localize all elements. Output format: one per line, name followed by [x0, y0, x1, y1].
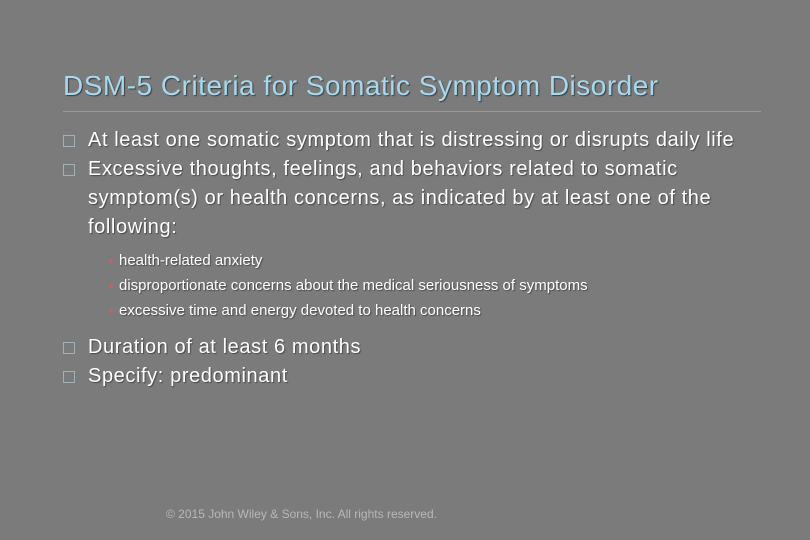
checkbox-icon [63, 371, 75, 383]
dot-icon [109, 259, 113, 263]
bullet-text-1: At least one somatic symptom that is distressing or disrupts daily life [88, 129, 735, 151]
sub-bullet-item-1 [109, 248, 753, 273]
sub-bullet-item-3 [109, 298, 753, 323]
checkbox-icon [63, 164, 75, 176]
bullet-text-4: Specify: predominant [88, 365, 288, 387]
dot-icon [109, 284, 113, 288]
copyright-footer: © 2015 John Wiley & Sons, Inc. All rights reserved. [166, 507, 437, 521]
slide-title: DSM-5 Criteria for Somatic Symptom Disorder [63, 70, 659, 101]
bullet-item-3 [63, 333, 753, 362]
title-divider [63, 111, 761, 112]
bullet-item-1 [63, 126, 753, 155]
sub-bullet-text-2: disproportionate concerns about the medical seriousness of symptoms [119, 277, 588, 294]
bullet-text-2: Excessive thoughts, feelings, and behaviors related to somatic symptom(s) or health concerns, as indicated by at least one of the following: [88, 158, 712, 238]
bullet-item-4 [63, 362, 753, 391]
sub-bullet-text-3: excessive time and energy devoted to health concerns [119, 302, 481, 319]
dot-icon [109, 309, 113, 313]
bullet-item-2 [63, 155, 753, 242]
slide-content [63, 126, 753, 391]
bullet-text-3: Duration of at least 6 months [88, 336, 362, 358]
sub-bullet-item-2 [109, 273, 753, 298]
checkbox-icon [63, 135, 75, 147]
checkbox-icon [63, 342, 75, 354]
sub-bullet-text-1: health-related anxiety [119, 252, 263, 269]
sub-bullet-list [109, 248, 753, 323]
